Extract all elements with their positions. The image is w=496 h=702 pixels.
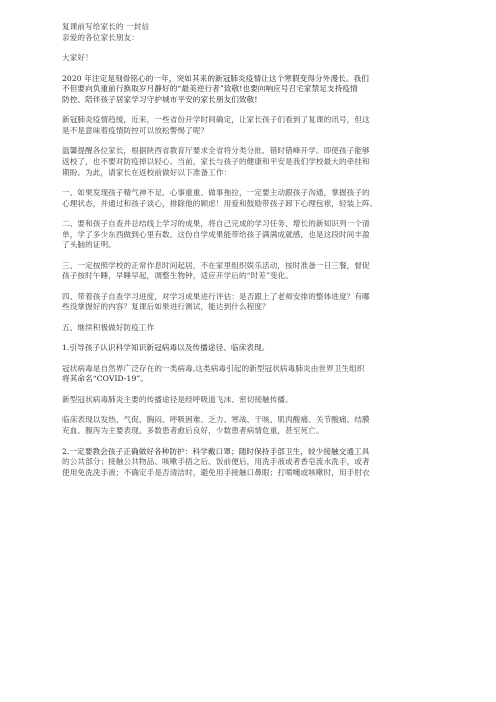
paragraph-line: 温馨提醒各位家长，根据陕西省教育厅要求全省将分类分批、错时错峰开学。即使孩子能够 — [62, 146, 370, 156]
paragraph-line: 不但要向负重前行换取岁月静好的“最美逆行者”致敬!也要向响应号召宅家禁足支持疫情 — [62, 84, 358, 94]
letter-title: 复课前写给家长的 一封信 — [62, 22, 150, 31]
paragraph-line: 一、如果发现孩子精气神不足、心事重重、做事拖拉，一定要主动跟孩子沟通，掌握孩子的 — [62, 187, 370, 197]
paragraph-line: 心理状态，并通过和孩子谈心，排除他的顾虑！用爱和鼓励带孩子卸下心理包袱，轻装上阵。 — [62, 198, 378, 208]
paragraph-reopening — [62, 115, 434, 136]
paragraph-line: 返校了，也不要对防疫掉以轻心。当前，家长与孩子的健康和平安是我们学校最大的牵挂和 — [62, 156, 370, 166]
paragraph-line: 充血、腹泻为主要表现。多数患者愈后良好，少数患者病情危重，甚至死亡。 — [62, 426, 324, 436]
paragraph-line: 四、带着孩子自查学习进度，对学习成果进行评估：是否跟上了老师安排的整体进度？有哪 — [62, 291, 370, 301]
paragraph-item-5-heading — [62, 323, 434, 334]
paragraph-line: 新型冠状病毒肺炎主要的传播途径是经呼吸道飞沫、密切接触传播。 — [62, 394, 293, 404]
paragraph-line: 期盼。为此，请家长在返校前做好以下准备工作： — [62, 167, 232, 177]
paragraph-subitem-1 — [62, 343, 434, 354]
paragraph-line: 些没掌握好的内容？复课后如果进行测试，能达到什么程度？ — [62, 302, 270, 312]
paragraph-line: 1.引导孩子认识科学知识新冠病毒以及传播途径、临床表现。 — [62, 343, 270, 353]
paragraph-line: 使用免洗洗手液；不确定手是否清洁时，避免用手接触口鼻眼；打喷嚏或咳嗽时，用手肘衣 — [62, 467, 370, 477]
letter-page — [62, 22, 434, 478]
paragraph-line: 孩子按时午睡，早睡早起，调整生物钟，适应开学后的“时差”变化。 — [62, 271, 294, 281]
paragraph-item-3 — [62, 261, 434, 282]
paragraph-line: 冠状病毒是自然界广泛存在的一类病毒,这类病毒引起的新型冠状病毒肺炎由世界卫生组织 — [62, 363, 365, 373]
paragraph-line: 防控、陪伴孩子居家学习守护城市平安的家长朋友们致敬! — [62, 94, 258, 104]
paragraph-line: 将其命名“COVID-19”。 — [62, 374, 149, 384]
letter-salutation: 亲爱的各位家长朋友： — [62, 32, 139, 42]
paragraph-line: 二、要和孩子自查并总结线上学习的成果，将自己完成的学习任务、增长的新知识列一个清 — [62, 219, 370, 229]
paragraph-item-1 — [62, 188, 434, 209]
paragraph-line: 五、继续积极做好防疫工作 — [62, 322, 155, 332]
paragraph-line: 新冠肺炎疫情趋缓，近来，一些省份开学时间确定，让家长孩子们看到了复课的讯号，但这 — [62, 115, 370, 125]
paragraph-item-2 — [62, 219, 434, 251]
paragraph-item-4 — [62, 292, 434, 313]
paragraph-intro — [62, 74, 434, 106]
paragraph-line: 2020 年注定是刻骨铭心的一年，突如其来的新冠肺炎疫情让这个寒假变得分外漫长。我们 — [62, 73, 369, 83]
paragraph-line: 2.一定要教会孩子正确做好各种防护：科学戴口罩；随时保持手部卫生，较少接触交通工具 — [62, 446, 370, 456]
paragraph-line: 了头脑的证明。 — [62, 240, 116, 250]
paragraph-line: 三、一定按照学校的正常作息时间起居，不在家里组织娱乐活动，按时准备一日三餐，督促 — [62, 260, 370, 270]
paragraph-line: 临床表现以发热、气促、胸闷、呼吸困难、乏力、寒战、干咳、肌肉酸痛、关节酸痛、结膜 — [62, 415, 370, 425]
paragraph-line: 单，学了多少东西做到心里有数。这份自学成果能带给孩子满满成就感，也是这段时间丰盈 — [62, 229, 370, 239]
paragraph-symptoms — [62, 415, 434, 436]
paragraph-line: 的公共部分；接触公共物品、咳嗽手捂之后、饭前便后，用洗手液或者香皂流水洗手，或者 — [62, 457, 370, 467]
paragraph-virus-intro — [62, 364, 434, 385]
paragraph-transmission — [62, 395, 434, 406]
paragraph-reminder — [62, 146, 434, 178]
letter-greeting: 大家好！ — [62, 53, 93, 63]
paragraph-subitem-2 — [62, 447, 434, 479]
paragraph-line: 是不是意味着疫情防控可以放松警惕了呢？ — [62, 125, 209, 135]
